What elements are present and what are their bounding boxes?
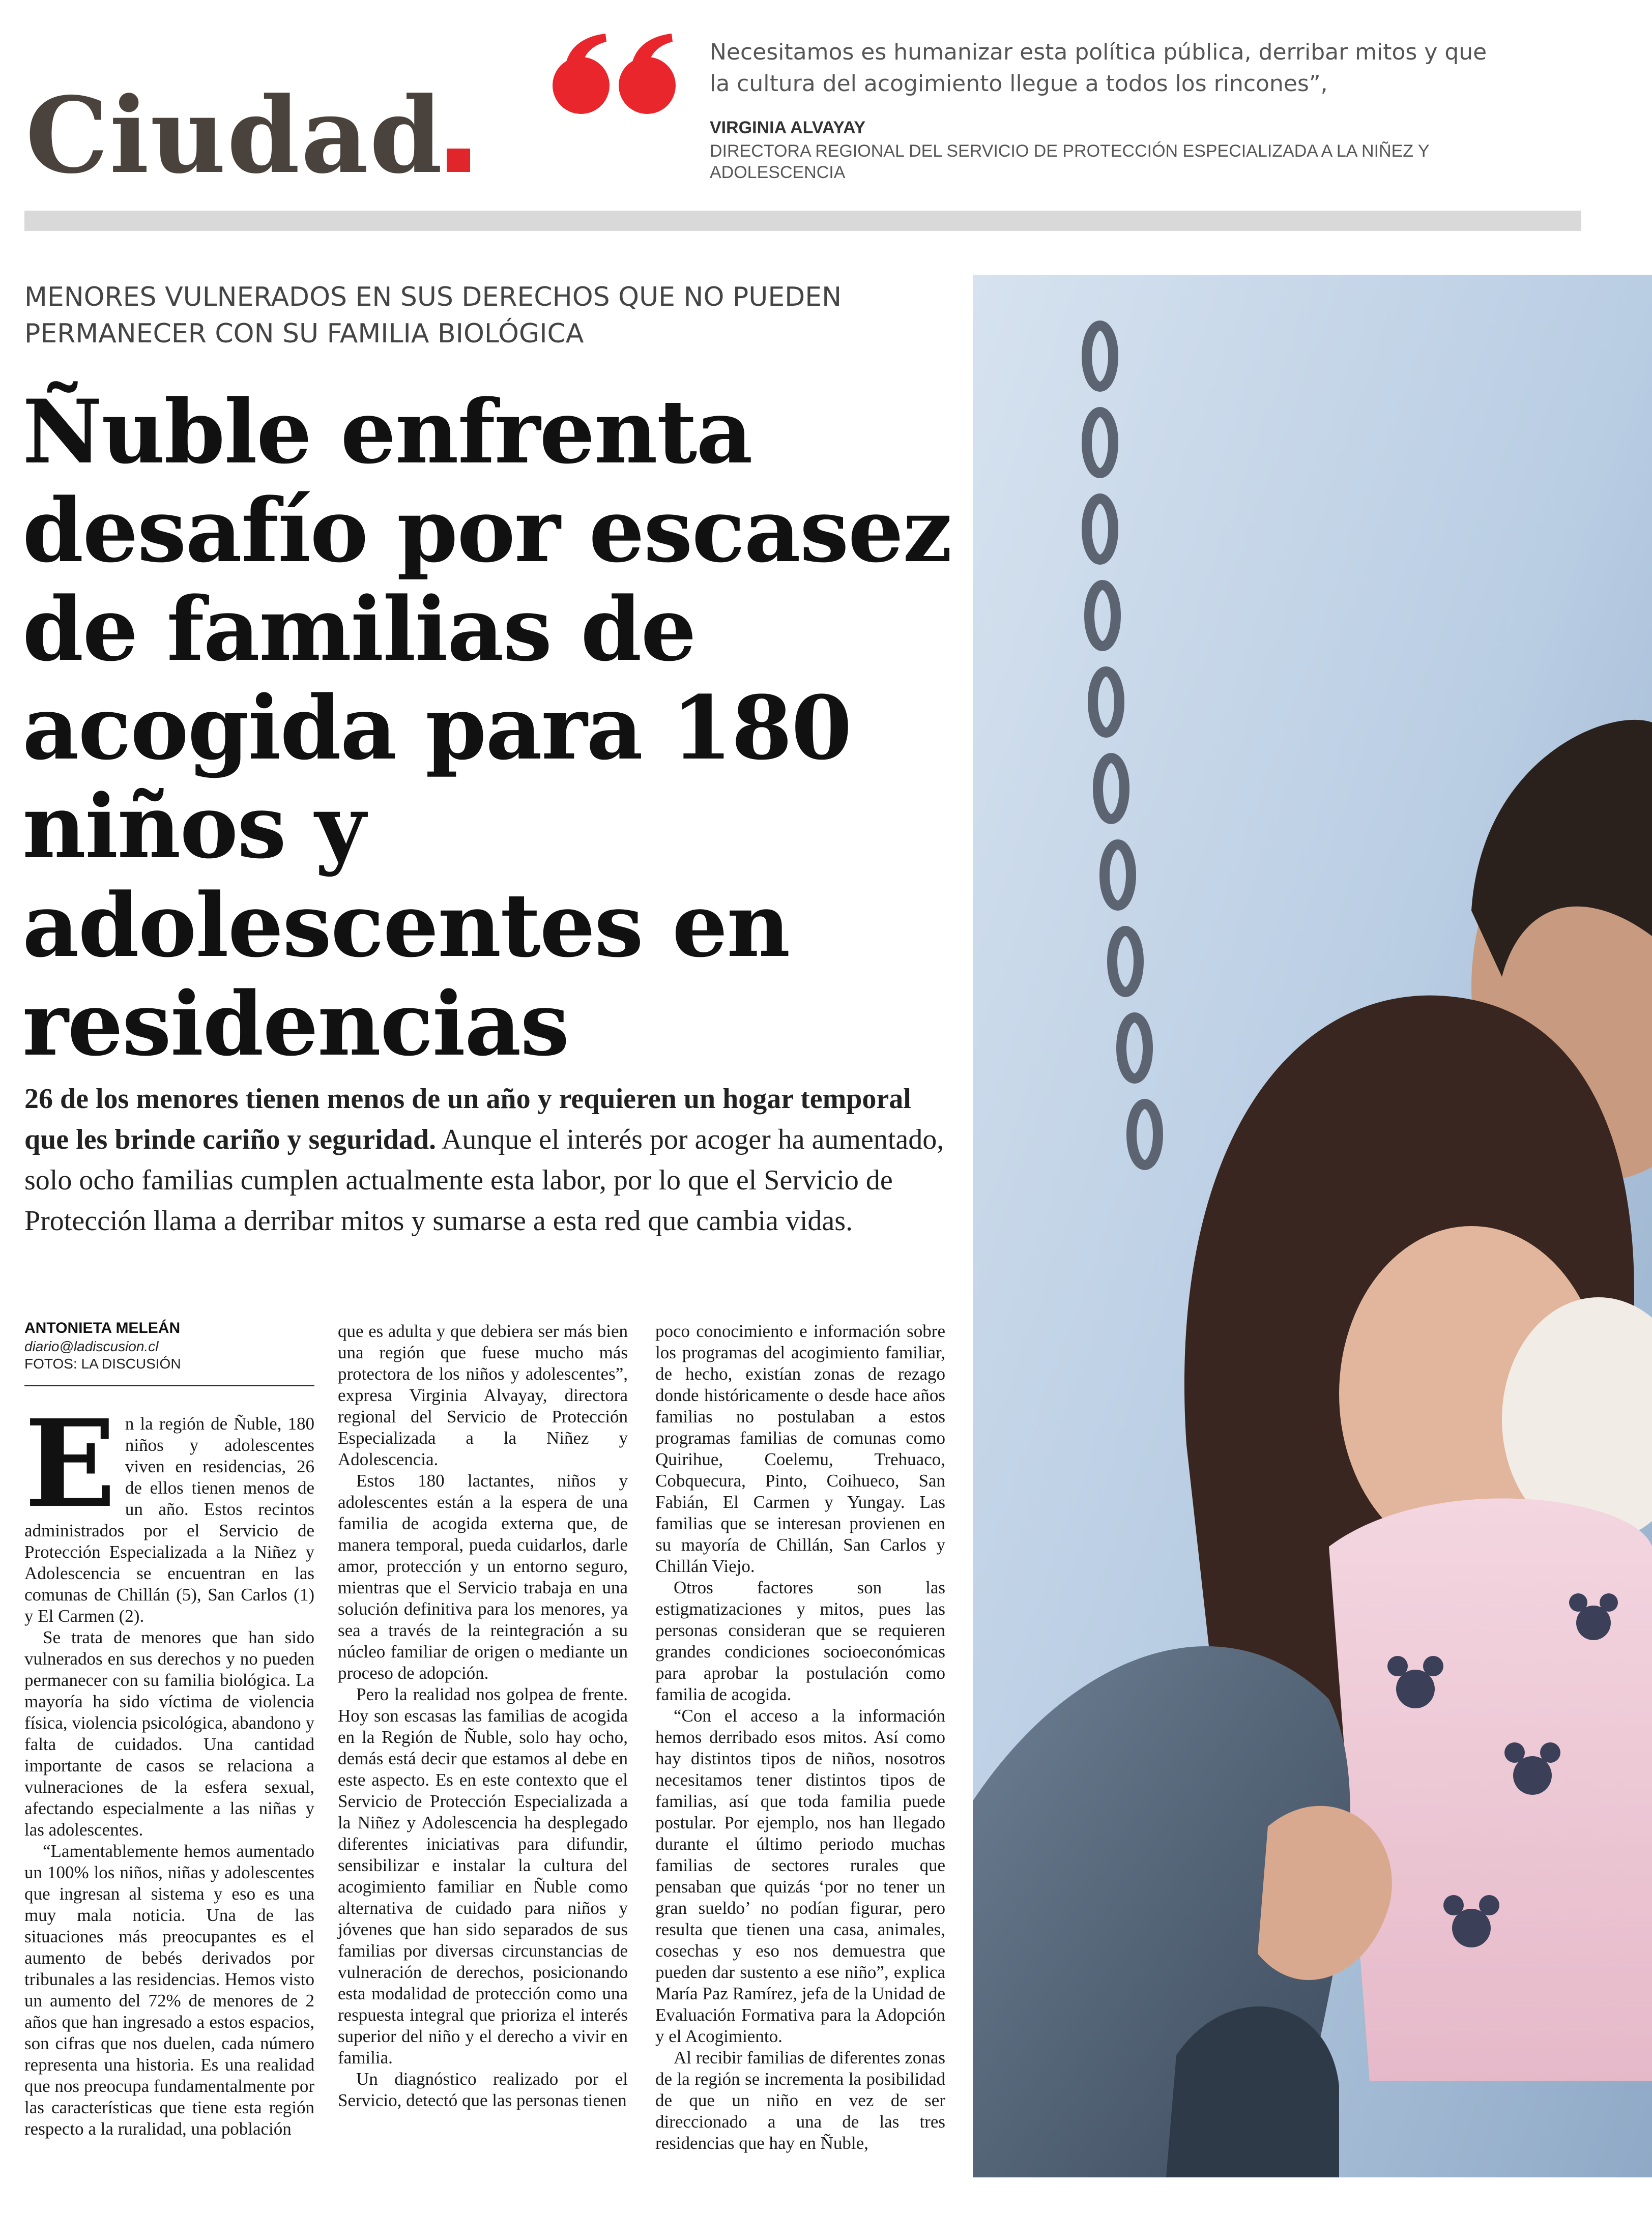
article-kicker: MENORES VULNERADOS EN SUS DERECHOS QUE NO PUEDEN PERMANECER CON SU FAMILIA BIOLÓGICA [24,282,842,349]
deck-bold: 26 de los menores tienen menos de un año y requieren un hogar temporal que les brinde cariño y seguridad. [24,1083,911,1155]
article-headline: Ñuble enfrenta desafío por escasez de familias de acogida para 180 niños y adolescentes en residencias [22,380,951,1075]
body-paragraph: que es adulta y que debiera ser más bien una región que fuese mucho más protectora de los niños y adolescentes”, expresa Virginia Alvayay, directora regional del Servicio de Protección Especializada a la Niñez y Adolescencia. [338,1321,628,1469]
byline-author: ANTONIETA MELEÁN [24,1320,181,1336]
drop-cap: E [24,1393,116,1534]
body-paragraph: “Lamentablemente hemos aumentado un 100% los niños, niñas y adolescentes que ingresan al sistema y eso es una muy mala noticia. Una de las situaciones más preocupantes es el aumento de bebés derivados por tribunales a las residencias. Hemos visto un aumento del 72% de menores de 2 años que han ingresado a estos espacios, son cifras que nos duelen, cada número representa una historia. Es una realidad que nos preocupa fundamentalmente por las características que tiene esta región respecto a la ruralidad, una población [24,1841,314,2139]
byline-photo-credit: FOTOS: LA DISCUSIÓN [24,1356,181,1372]
article-deck [24,1079,950,1241]
body-text: n la región de Ñuble, 180 niños y adolescentes viven en residencias, 26 de ellos tienen menos de un año. Estos recintos administrados por el Servicio de Protección Especializada a la Niñez y Adolescencia se encuentran en las comunas de Chillán (5), San Carlos (1) y El Carmen (2). [24,1414,314,1626]
body-paragraph: Otros factores son las estigmatizaciones y mitos, pues las personas consideran que se requieren grandes condiciones socioeconómicas para aprobar la postulación como familia de acogida. [655,1578,945,1704]
body-paragraph [24,1393,314,1627]
body-column-3 [655,1321,945,2154]
pull-quote-role: DIRECTORA REGIONAL DEL SERVICIO DE PROTECCIÓN ESPECIALIZADA A LA NIÑEZ Y ADOLESCENCIA [710,141,1429,182]
pull-quote-text: Necesitamos es humanizar esta política pública, derribar mitos y que la cultura del acogimiento llegue a todos los rincones”, [710,39,1487,97]
article-photo [973,275,1652,2177]
deck-regular: Aunque el interés por acoger ha aumentado, solo ocho familias cumplen actualmente esta labor, por lo que el Servicio de Protección llama a derribar mitos y sumarse a esta red que cambia vidas. [24,1124,944,1237]
body-column-2 [338,1321,628,2111]
family-embrace-illustration [973,275,1652,2177]
body-paragraph: Pero la realidad nos golpea de frente. Hoy son escasas las familias de acogida en la Región de Ñuble, solo hay ocho, demás está decir que estamos al debe en este aspecto. Es en este contexto que el Servicio de Protección Especializada a la Niñez y Adolescencia ha desplegado diferentes iniciativas para difundir, sensibilizar e instalar la cultura del acogimiento familiar en Ñuble como alternativa de cuidado para niños y jóvenes que han sido separados de sus familias por diversas circunstancias de vulneración de derechos, posicionando esta modalidad de protección como una respuesta integral que prioriza el interés superior del niño y el derecho a vivir en familia. [338,1684,628,2068]
body-paragraph: poco conocimiento e información sobre los programas del acogimiento familiar, de hecho, existían zonas de rezago donde históricamente o desde hace años familias no postulaban a estos programas familias de comunas como Quirihue, Coelemu, Trehuaco, Cobquecura, Pinto, Coihueco, San Fabián, El Carmen y Yungay. Las familias que se interesan provienen en su mayoría de Chillán, San Carlos y Chillán Viejo. [655,1321,945,1576]
section-name: Ciudad [25,75,444,197]
body-paragraph: Al recibir familias de diferentes zonas de la región se incrementa la posibilidad de que un niño en vez de ser direccionado a una de las tres residencias que hay en Ñuble, [655,2048,945,2153]
header-divider [24,211,1581,231]
pull-quote-author: VIRGINIA ALVAYAY [710,118,866,137]
body-column-1 [24,1393,314,2140]
body-paragraph: “Con el acceso a la información hemos derribado esos mitos. Así como hay distintos tipos de niños, nosotros necesitamos tener distintos tipos de familias, así que toda familia puede postular. Por ejemplo, nos han llegado durante el último periodo muchas familias de sectores rurales que pensaban que quizás ‘por no tener un gran sueldo’ no podían figurar, pero resulta que tienen una casa, animales, cosechas y eso nos demuestra que pueden dar sustento a ese niño”, explica María Paz Ramírez, jefa de la Unidad de Evaluación Formativa para la Adopción y el Acogimiento. [655,1706,945,2046]
body-paragraph: Un diagnóstico realizado por el Servicio, detectó que las personas tienen [338,2069,628,2110]
body-paragraph: Se trata de menores que han sido vulnerados en sus derechos y no pueden permanecer con su familia biológica. La mayoría ha sido víctima de violencia física, violencia psicológica, abandono y falta de cuidados. Una cantidad importante de casos se relaciona a vulneraciones de la esfera sexual, afectando especialmente a las niñas y las adolescentes. [24,1627,314,1840]
byline-email: diario@ladiscusion.cl [24,1338,159,1354]
logo-dot [447,149,470,172]
section-logo [25,75,470,197]
body-paragraph: Estos 180 lactantes, niños y adolescentes están a la espera de una familia de acogida externa que, de manera temporal, pueda cuidarlos, darle amor, protección y un entorno seguro, mientras que el Servicio trabaja en una solución definitiva para los menores, ya sea a través de la reintegración a su núcleo familiar de origen o mediante un proceso de adopción. [338,1471,628,1683]
quote-mark-icon [549,31,682,117]
byline [24,1319,314,1386]
